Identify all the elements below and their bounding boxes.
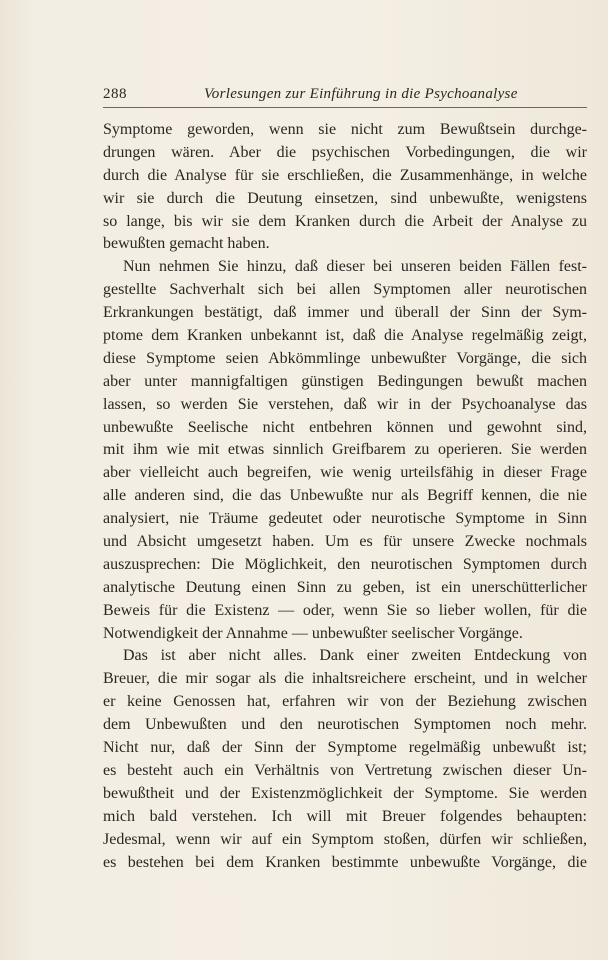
header-rule xyxy=(103,107,587,108)
text-line: wir sie durch die Deutung einsetzen, sind unbewußte, wenigstens xyxy=(103,189,587,207)
text-line: so lange, bis wir sie dem Kranken durch die Arbeit der Analyse zu xyxy=(103,212,587,230)
text-line: lassen, so werden Sie verstehen, daß wir in der Psychoanalyse das xyxy=(103,395,587,413)
text-line: Erkrankungen bestätigt, daß immer und überall der Sinn der Sym- xyxy=(103,304,587,322)
text-line: mich bald verstehen. Ich will mit Breuer folgendes behaupten: xyxy=(103,807,587,825)
text-line: analytische Deutung einen Sinn zu geben, ist ein unerschütterlicher xyxy=(103,578,587,596)
text-line: Nicht nur, daß der Sinn der Symptome regelmäßig unbewußt ist; xyxy=(103,739,587,757)
text-line: drungen wären. Aber die psychischen Vorbedingungen, die wir xyxy=(103,143,587,161)
text-line: aber unter mannigfaltigen günstigen Bedingungen bewußt machen xyxy=(103,372,587,390)
text-line: aber vielleicht auch begreifen, wie wenig urteilsfähig in dieser Frage xyxy=(103,464,587,482)
text-line: analysiert, nie Träume gedeutet oder neurotische Symptome in Sinn xyxy=(103,510,587,528)
text-line: gestellte Sachverhalt sich bei allen Symptomen aller neurotischen xyxy=(103,281,587,299)
text-line: Jedesmal, wenn wir auf ein Symptom stoßen, dürfen wir schließen, xyxy=(103,830,587,848)
text-line: alle anderen sind, die das Unbewußte nur als Begriff kennen, die nie xyxy=(103,487,587,505)
text-line: Symptome geworden, wenn sie nicht zum Bewußtsein durchge- xyxy=(103,121,587,138)
page-header xyxy=(103,86,587,106)
text-line: ptome dem Kranken unbekannt ist, daß die Analyse regelmäßig zeigt, xyxy=(103,327,587,345)
running-head: Vorlesungen zur Einführung in die Psychoanalyse xyxy=(204,86,518,102)
text-line: und Absicht umgesetzt haben. Um es für unsere Zwecke nochmals xyxy=(103,533,587,551)
text-line: diese Symptome seien Abkömmlinge unbewußter Vorgänge, die sich xyxy=(103,349,587,367)
text-line: bewußten gemacht haben. xyxy=(103,235,270,253)
text-line: bewußtheit und der Existenzmöglichkeit der Symptome. Sie werden xyxy=(103,784,587,802)
text-line: es bestehen bei dem Kranken bestimmte unbewußte Vorgänge, die xyxy=(103,853,587,871)
text-line: durch die Analyse für sie erschließen, die Zusammenhänge, in welche xyxy=(103,166,587,184)
text-line: Beweis für die Existenz — oder, wenn Sie so lieber wollen, für die xyxy=(103,601,587,619)
text-line: auszusprechen: Die Möglichkeit, den neurotischen Symptomen durch xyxy=(103,555,587,573)
text-line: es besteht auch ein Verhältnis von Vertretung zwischen dieser Un- xyxy=(103,761,587,779)
body-text xyxy=(103,119,587,874)
text-line: Nun nehmen Sie hinzu, daß dieser bei unseren beiden Fällen fest- xyxy=(123,258,587,276)
text-line: Das ist aber nicht alles. Dank einer zweiten Entdeckung von xyxy=(123,647,587,665)
text-line: Notwendigkeit der Annahme — unbewußter seelischer Vorgänge. xyxy=(103,624,523,642)
text-line: dem Unbewußten und den neurotischen Symptomen noch mehr. xyxy=(103,716,587,734)
text-line: mit ihm wie mit etwas sinnlich Greifbarem zu operieren. Sie werden xyxy=(103,441,587,459)
text-line: unbewußte Seelische nicht entbehren können und gewohnt sind, xyxy=(103,418,587,436)
text-line: er keine Genossen hat, erfahren wir von der Beziehung zwischen xyxy=(103,693,587,711)
text-line: Breuer, die mir sogar als die inhaltsreichere erscheint, und in welcher xyxy=(103,670,587,688)
page-number: 288 xyxy=(103,86,127,102)
